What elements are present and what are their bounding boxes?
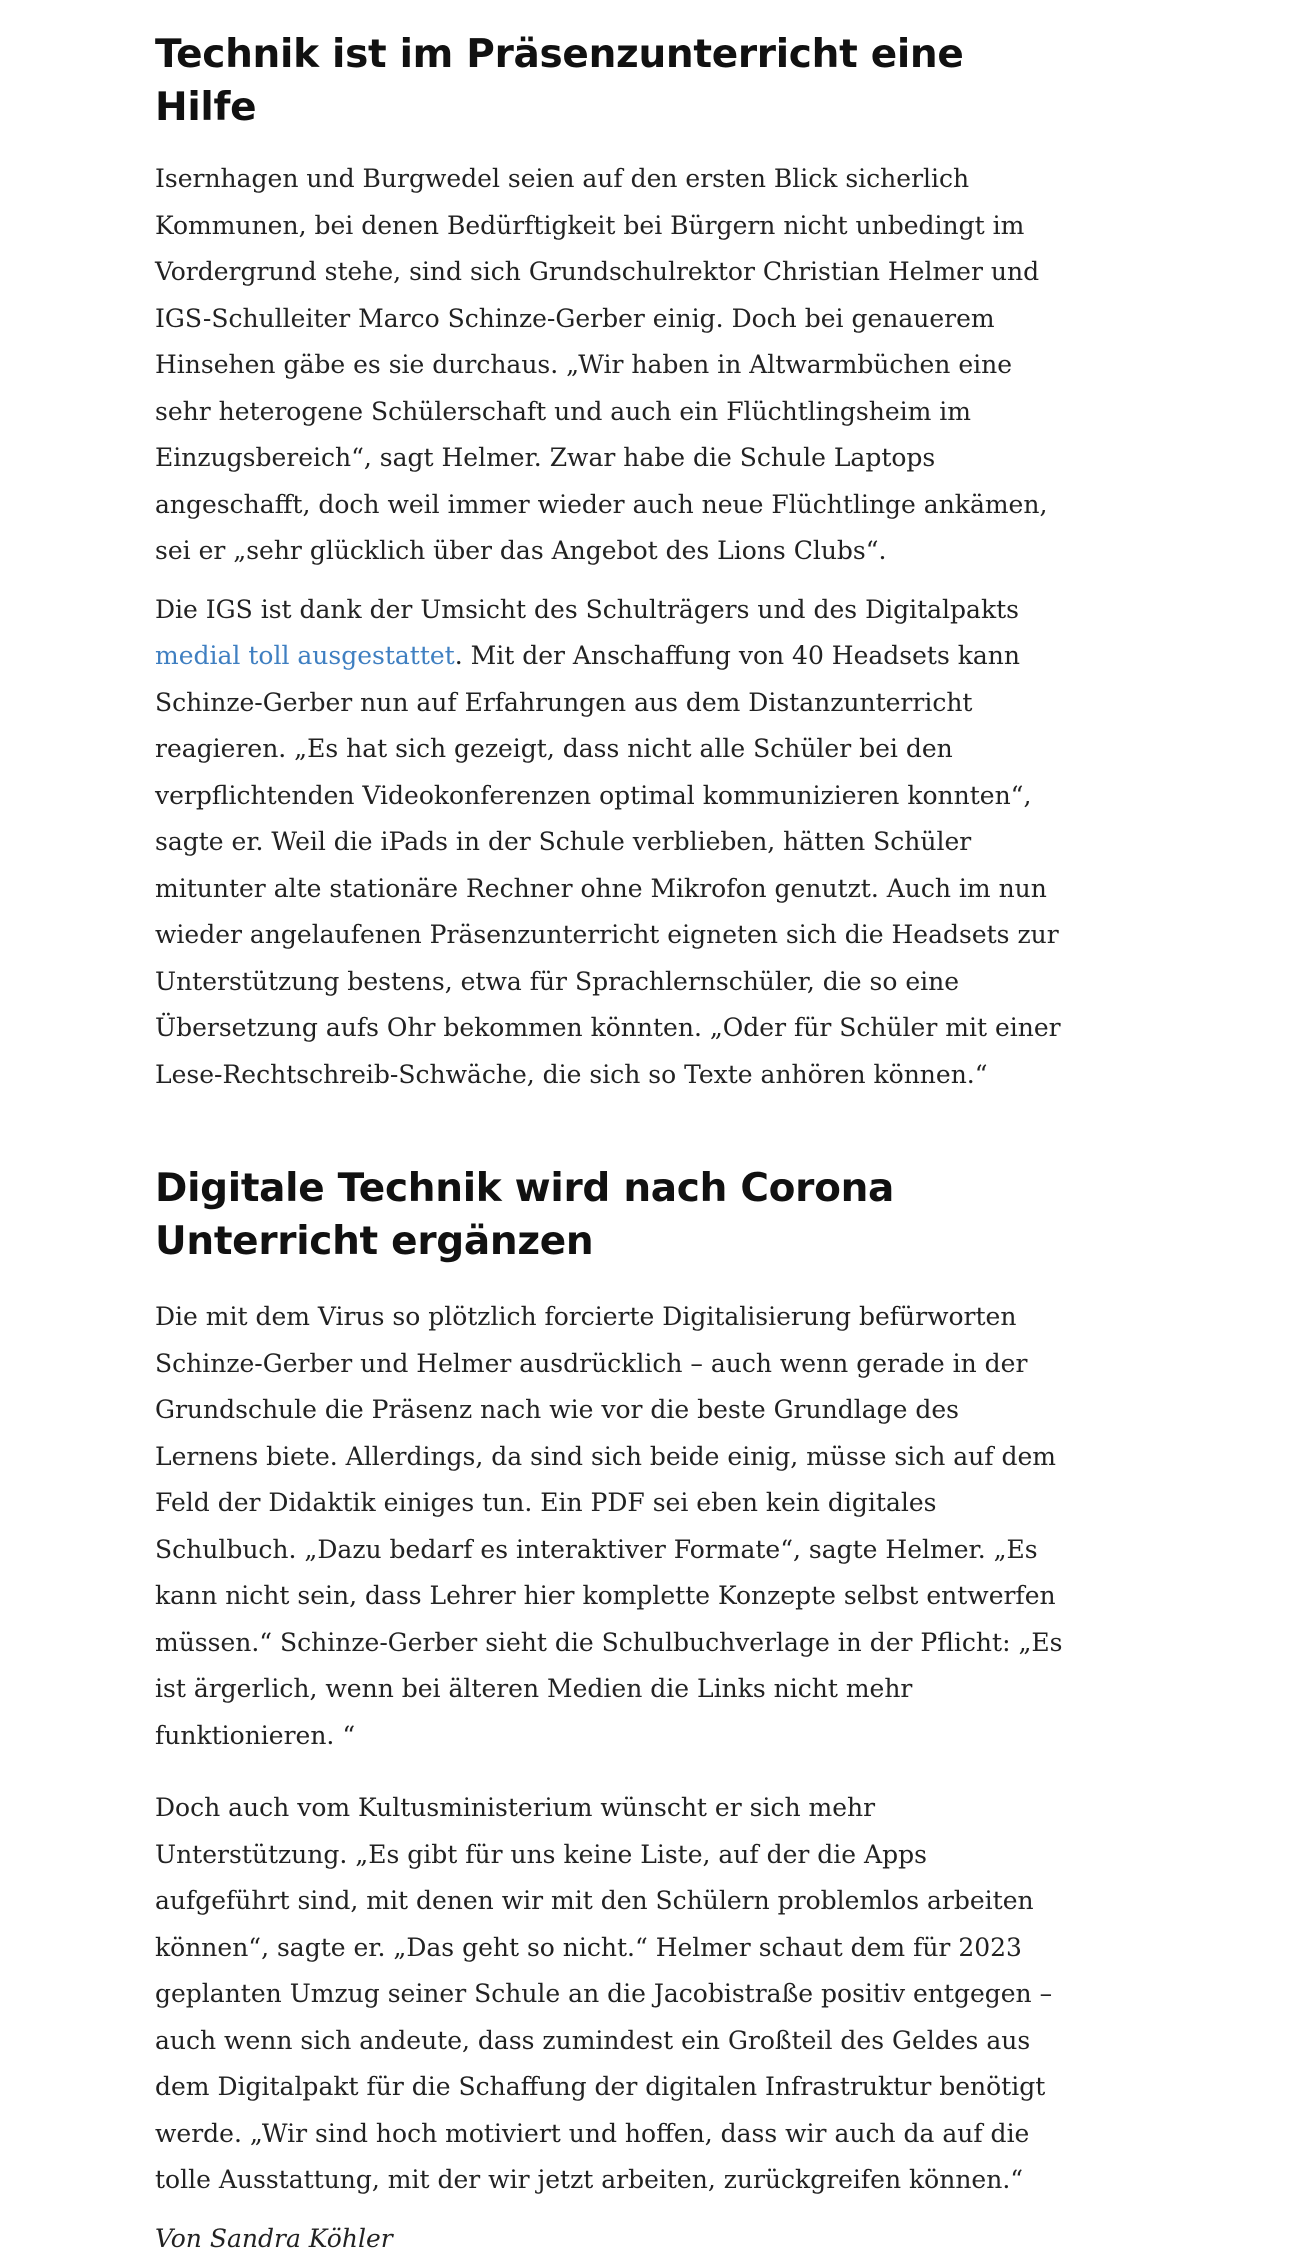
article-paragraph-with-link (155, 587, 1065, 1099)
paragraph-text: Die IGS ist dank der Umsicht des Schulträgers und des Digitalpakts (155, 595, 1019, 624)
section-heading-technik: Technik ist im Präsenzunterricht eine Hilfe (155, 28, 1065, 134)
inline-article-link[interactable]: medial toll ausgestattet (155, 641, 455, 670)
article-body (155, 0, 1065, 2262)
paragraph-text: . Mit der Anschaffung von 40 Headsets kann Schinze-Gerber nun auf Erfahrungen aus dem Distanzunterricht reagieren. „Es hat sich gezeigt, dass nicht alle Schüler bei den verpflichtenden Videokonferenzen optimal kommunizieren konnten“, sagte er. Weil die iPads in der Schule verblieben, hätten Schüler mitunter alte stationäre Rechner ohne Mikrofon genutzt. Auch im nun wieder angelaufenen Präsenzunterricht eigneten sich die Headsets zur Unterstützung bestens, etwa für Sprachlernschüler, die so eine Übersetzung aufs Ohr bekommen könnten. „Oder für Schüler mit einer Lese-Rechtschreib-Schwäche, die sich so Texte anhören können.“ (155, 641, 1061, 1089)
author-byline: Von Sandra Köhler (155, 2216, 1065, 2262)
article-paragraph: Isernhagen und Burgwedel seien auf den ersten Blick sicherlich Kommunen, bei denen Bedürftigkeit bei Bürgern nicht unbedingt im Vordergrund stehe, sind sich Grundschulrektor Christian Helmer und IGS-Schulleiter Marco Schinze-Gerber einig. Doch bei genauerem Hinsehen gäbe es sie durchaus. „Wir haben in Altwarmbüchen eine sehr heterogene Schülerschaft und auch ein Flüchtlingsheim im Einzugsbereich“, sagt Helmer. Zwar habe die Schule Laptops angeschafft, doch weil immer wieder auch neue Flüchtlinge ankämen, sei er „sehr glücklich über das Angebot des Lions Clubs“. (155, 156, 1065, 575)
article-paragraph: Die mit dem Virus so plötzlich forcierte Digitalisierung befürworten Schinze-Gerber und Helmer ausdrücklich – auch wenn gerade in der Grundschule die Präsenz nach wie vor die beste Grundlage des Lernens biete. Allerdings, da sind sich beide einig, müsse sich auf dem Feld der Didaktik einiges tun. Ein PDF sei eben kein digitales Schulbuch. „Dazu bedarf es interaktiver Formate“, sagte Helmer. „Es kann nicht sein, dass Lehrer hier komplette Konzepte selbst entwerfen müssen.“ Schinze-Gerber sieht die Schulbuchverlage in der Pflicht: „Es ist ärgerlich, wenn bei älteren Medien die Links nicht mehr funktionieren. “ (155, 1294, 1065, 1759)
section-heading-digitale-technik: Digitale Technik wird nach Corona Unterricht ergänzen (155, 1162, 1065, 1268)
article-paragraph: Doch auch vom Kultusministerium wünscht er sich mehr Unterstützung. „Es gibt für uns keine Liste, auf der die Apps aufgeführt sind, mit denen wir mit den Schülern problemlos arbeiten können“, sagte er. „Das geht so nicht.“ Helmer schaut dem für 2023 geplanten Umzug seiner Schule an die Jacobistraße positiv entgegen – auch wenn sich andeute, dass zumindest ein Großteil des Geldes aus dem Digitalpakt für die Schaffung der digitalen Infrastruktur benötigt werde. „Wir sind hoch motiviert und hoffen, dass wir auch da auf die tolle Ausstattung, mit der wir jetzt arbeiten, zurückgreifen können.“ (155, 1785, 1065, 2204)
